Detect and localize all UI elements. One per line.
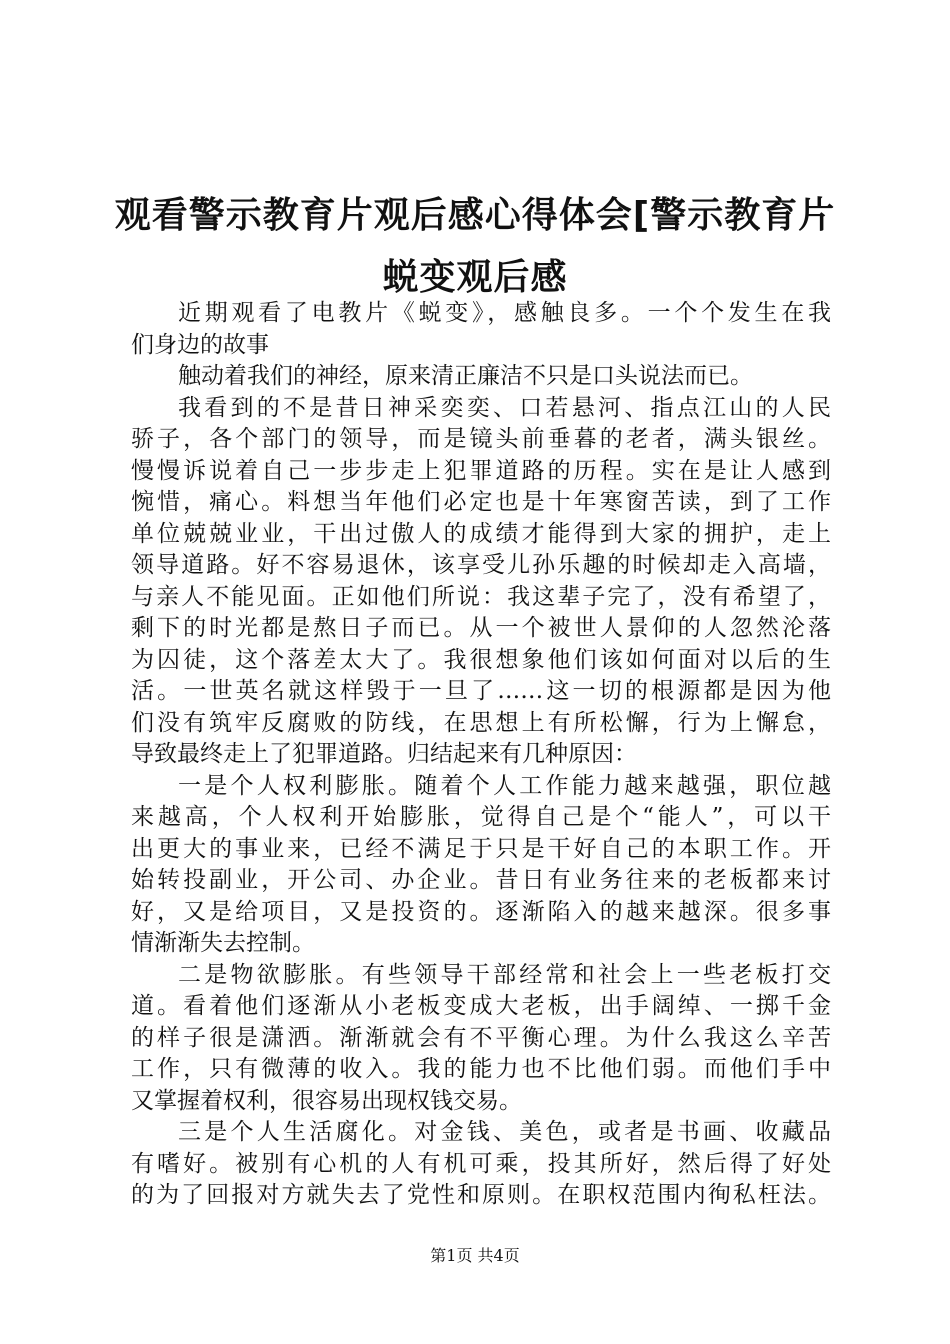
body-text-line: 一是个人权利膨胀。随着个人工作能力越来越强，职位越 — [178, 772, 831, 799]
body-text-line: 们没有筑牢反腐败的防线，在思想上有所松懈，行为上懈怠， — [131, 709, 831, 736]
body-text-line: 与亲人不能见面。正如他们所说：我这辈子完了，没有希望了， — [131, 583, 831, 610]
body-text-line: 三是个人生活腐化。对金钱、美色，或者是书画、收藏品 — [178, 1119, 831, 1145]
body-text-line: 剩下的时光都是熬日子而已。从一个被世人景仰的人忽然沦落 — [131, 615, 831, 641]
body-text-line: 近期观看了电教片《蜕变》，感触良多。一个个发生在我 — [178, 300, 831, 326]
body-text-line: 情渐渐失去控制。 — [131, 930, 315, 956]
document-title-line-2: 蜕变观后感 — [382, 257, 568, 298]
body-text-line: 二是物欲膨胀。有些领导干部经常和社会上一些老板打交 — [178, 961, 831, 988]
body-text-line: 们身边的故事 — [131, 331, 269, 358]
body-text-line: 活。一世英名就这样毁于一旦了……这一切的根源都是因为他 — [131, 678, 831, 704]
body-text-line: 领导道路。好不容易退休，该享受儿孙乐趣的时候却走入高墙， — [131, 552, 831, 578]
document-title-line-1: 观看警示教育片观后感心得体会[警示教育片 — [114, 195, 836, 236]
body-text-line: 又掌握着权利，很容易出现权钱交易。 — [131, 1087, 522, 1114]
body-text-line: 工作，只有微薄的收入。我的能力也不比他们弱。而他们手中 — [131, 1056, 831, 1082]
body-text-line: 始转投副业，开公司、办企业。昔日有业务往来的老板都来讨 — [131, 867, 831, 893]
body-text-line: 单位兢兢业业，干出过傲人的成绩才能得到大家的拥护，走上 — [131, 520, 831, 547]
body-text-line: 好，又是给项目，又是投资的。逐渐陷入的越来越深。很多事 — [131, 898, 831, 925]
body-text-line: 的为了回报对方就失去了党性和原则。在职权范围内徇私枉法。 — [131, 1182, 831, 1208]
body-text-line: 有嗜好。被别有心机的人有机可乘，投其所好，然后得了好处 — [131, 1150, 831, 1177]
body-text-line: 来越高，个人权利开始膨胀，觉得自己是个“能人”，可以干 — [131, 804, 831, 830]
body-text-line: 触动着我们的神经，原来清正廉洁不只是口头说法而已。 — [178, 363, 753, 389]
body-text-line: 我看到的不是昔日神采奕奕、口若悬河、指点江山的人民 — [178, 394, 831, 421]
body-text-line: 慢慢诉说着自己一步步走上犯罪道路的历程。实在是让人感到 — [131, 457, 831, 484]
body-text-line: 骄子，各个部门的领导，而是镜头前垂暮的老者，满头银丝。 — [131, 426, 831, 452]
body-text-line: 为囚徒，这个落差太大了。我很想象他们该如何面对以后的生 — [131, 646, 831, 673]
body-text-line: 出更大的事业来，已经不满足于只是干好自己的本职工作。开 — [131, 835, 831, 862]
body-text-line: 道。看着他们逐渐从小老板变成大老板，出手阔绰、一掷千金 — [131, 993, 831, 1019]
body-text-line: 导致最终走上了犯罪道路。归结起来有几种原因： — [131, 741, 637, 767]
document-body — [131, 298, 831, 1212]
body-text-line: 的样子很是潇洒。渐渐就会有不平衡心理。为什么我这么辛苦 — [131, 1024, 831, 1051]
body-text-line: 惋惜，痛心。料想当年他们必定也是十年寒窗苦读，到了工作 — [131, 489, 831, 515]
page-footer: 第1页 共4页 — [430, 1246, 520, 1265]
